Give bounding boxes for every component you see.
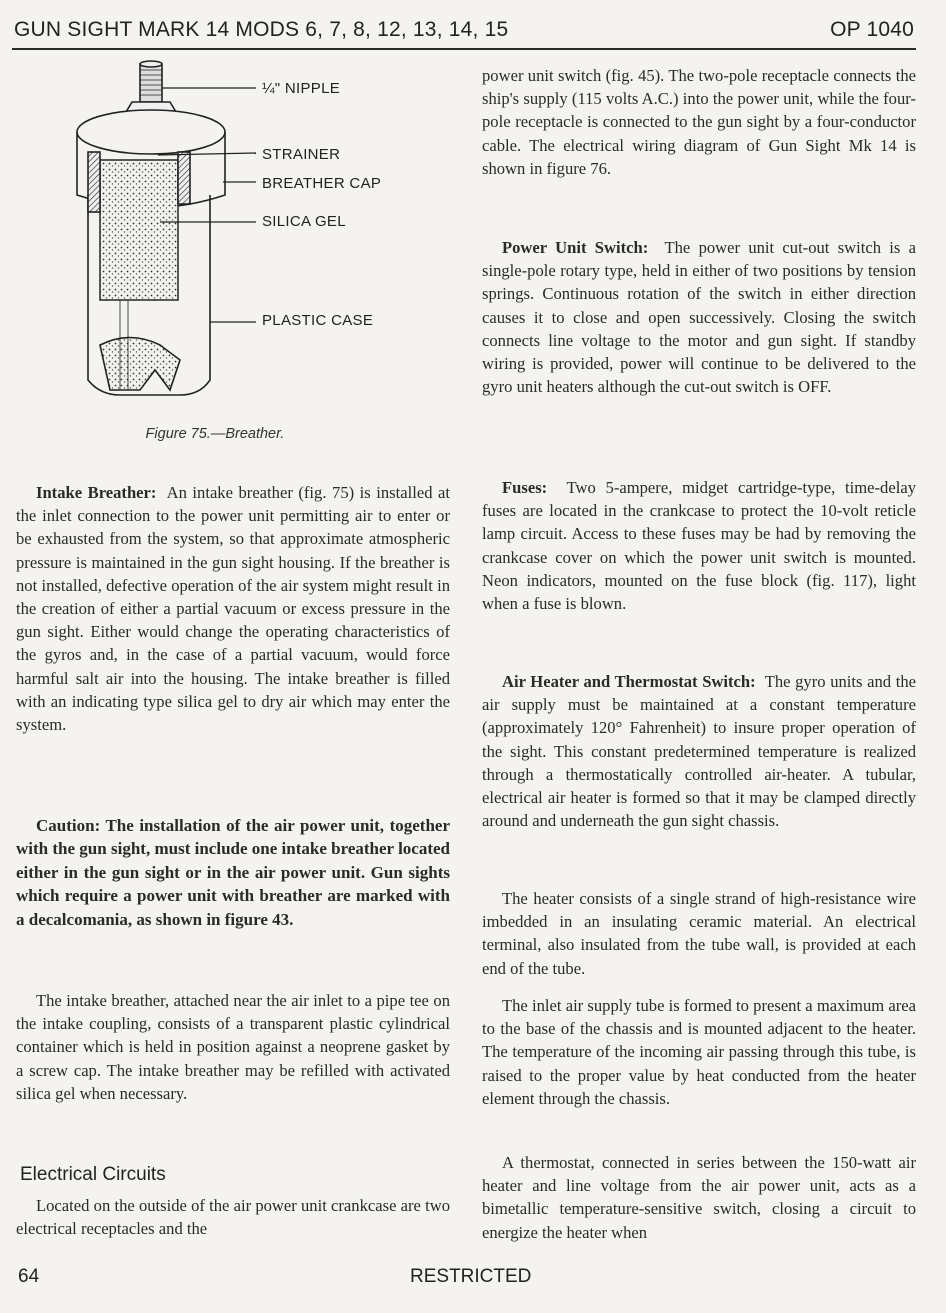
callout-plastic-case: PLASTIC CASE xyxy=(262,312,374,329)
callout-strainer: STRAINER xyxy=(262,146,341,163)
air-heater-heading: Air Heater and Thermostat Switch: xyxy=(502,672,756,691)
document-code: OP 1040 xyxy=(830,18,914,41)
figure-75-breather xyxy=(60,60,460,450)
caution-paragraph: Caution: The installation of the air power unit, together with the gun sight, must include one intake breather located either in the gun sight or in the air power unit. Gun sights which require a power unit with breather are marked with a decalcomania, as shown in figure 43. xyxy=(16,816,450,929)
electrical-circuits-section: Electrical Circuits Located on the outside of the air power unit crankcase are two electrical receptacles and the xyxy=(16,1164,450,1239)
breather-diagram-icon xyxy=(60,60,460,420)
air-heater-section: Air Heater and Thermostat Switch: The gyro units and the air supply must be maintained at a constant temperature (approximately 120° Fahrenheit) to insure proper operation of the sight. This constant predetermined temperature is realized through a thermostatically controlled air-heater. A tubular, electrical air heater is formed so that it may be clamped directly around and underneath the gun sight chassis. xyxy=(482,672,917,831)
intake-breather-heading: Intake Breather: xyxy=(36,483,157,502)
figure-caption: Figure 75.—Breather. xyxy=(145,426,285,442)
running-header xyxy=(12,14,916,50)
fuses-section: Fuses: Two 5-ampere, midget cartridge-type, time-delay fuses are located in the crankcase to protect the 10-volt reticle lamp circuit. Access to these fuses may be had by removing the crankcase cover on which the power unit switch is mounted. Neon indicators, mounted on the fuse block (fig. 117), light when a fuse is blown. xyxy=(482,478,916,614)
classification-marking: RESTRICTED xyxy=(410,1266,532,1287)
page-number: 64 xyxy=(18,1266,40,1287)
continuation-paragraph: power unit switch (fig. 45). The two-pole receptacle connects the ship's supply (115 volts A.C.) into the power unit, while the four-pole receptacle is connected to the gun sight by a four-conductor cable. The electrical wiring diagram of Gun Sight Mk 14 is shown in figure 76. xyxy=(482,66,916,178)
section-title-electrical: Electrical Circuits xyxy=(20,1164,166,1185)
fuses-heading: Fuses: xyxy=(502,478,548,497)
callout-breather-cap: BREATHER CAP xyxy=(262,175,382,192)
document-title: GUN SIGHT MARK 14 MODS 6, 7, 8, 12, 13, 14, 15 xyxy=(14,18,509,41)
left-column xyxy=(16,481,450,736)
callout-nipple: ¼" NIPPLE xyxy=(262,80,341,97)
intake-breather-paragraph: Intake Breather: An intake breather (fig. 75) is installed at the inlet connection to the power unit permitting air to enter or be exhausted from the system, so that approximate atmospheric pressure is maintained in the gun sight housing. If the breather is not installed, defective operation of the air system might result in the creation of either a partial vacuum or excess pressure in the gun sight. Either would change the operating characteristics of the gyros and, in the case of a partial vacuum, would force harmful salt air into the housing. The intake breather is filled with an indicating type silica gel to dry air which may enter the system. xyxy=(16,483,450,735)
inlet-paragraph: The inlet air supply tube is formed to present a maximum area to the base of the chassis and is mounted adjacent to the heater. The temperature of the incoming air passing through this tube, is raised to the proper value by heat conducted from the heater element through the chassis. xyxy=(482,996,916,1108)
power-switch-heading: Power Unit Switch: xyxy=(502,238,649,257)
callout-silica-gel: SILICA GEL xyxy=(262,213,346,230)
heater-paragraph: The heater consists of a single strand of high-resistance wire imbedded in an insulating ceramic material. An electrical terminal, also insulated from the tube wall, is provided at each end of the tube. xyxy=(482,889,916,978)
power-switch-section: Power Unit Switch: The power unit cut-out switch is a single-pole rotary type, held in either of two positions by tension springs. Continuous rotation of the switch in either direction causes it to close and open successively. Closing the switch connects line voltage to the motor and gun sight. If standby wiring is provided, power will continue to be delivered to the gyro unit heaters although the cut-out switch is OFF. xyxy=(482,238,917,397)
intake-description: The intake breather, attached near the air inlet to a pipe tee on the intake coupling, consists of a transparent plastic cylindrical container which is held in position against a neoprene gasket by a screw cap. The intake breather may be refilled with activated silica gel when necessary. xyxy=(16,991,450,1103)
thermostat-paragraph: A thermostat, connected in series between the 150-watt air heater and line voltage from the air power unit, acts as a bimetallic temperature-sensitive switch, closing a circuit to energize the heater when xyxy=(482,1153,916,1242)
